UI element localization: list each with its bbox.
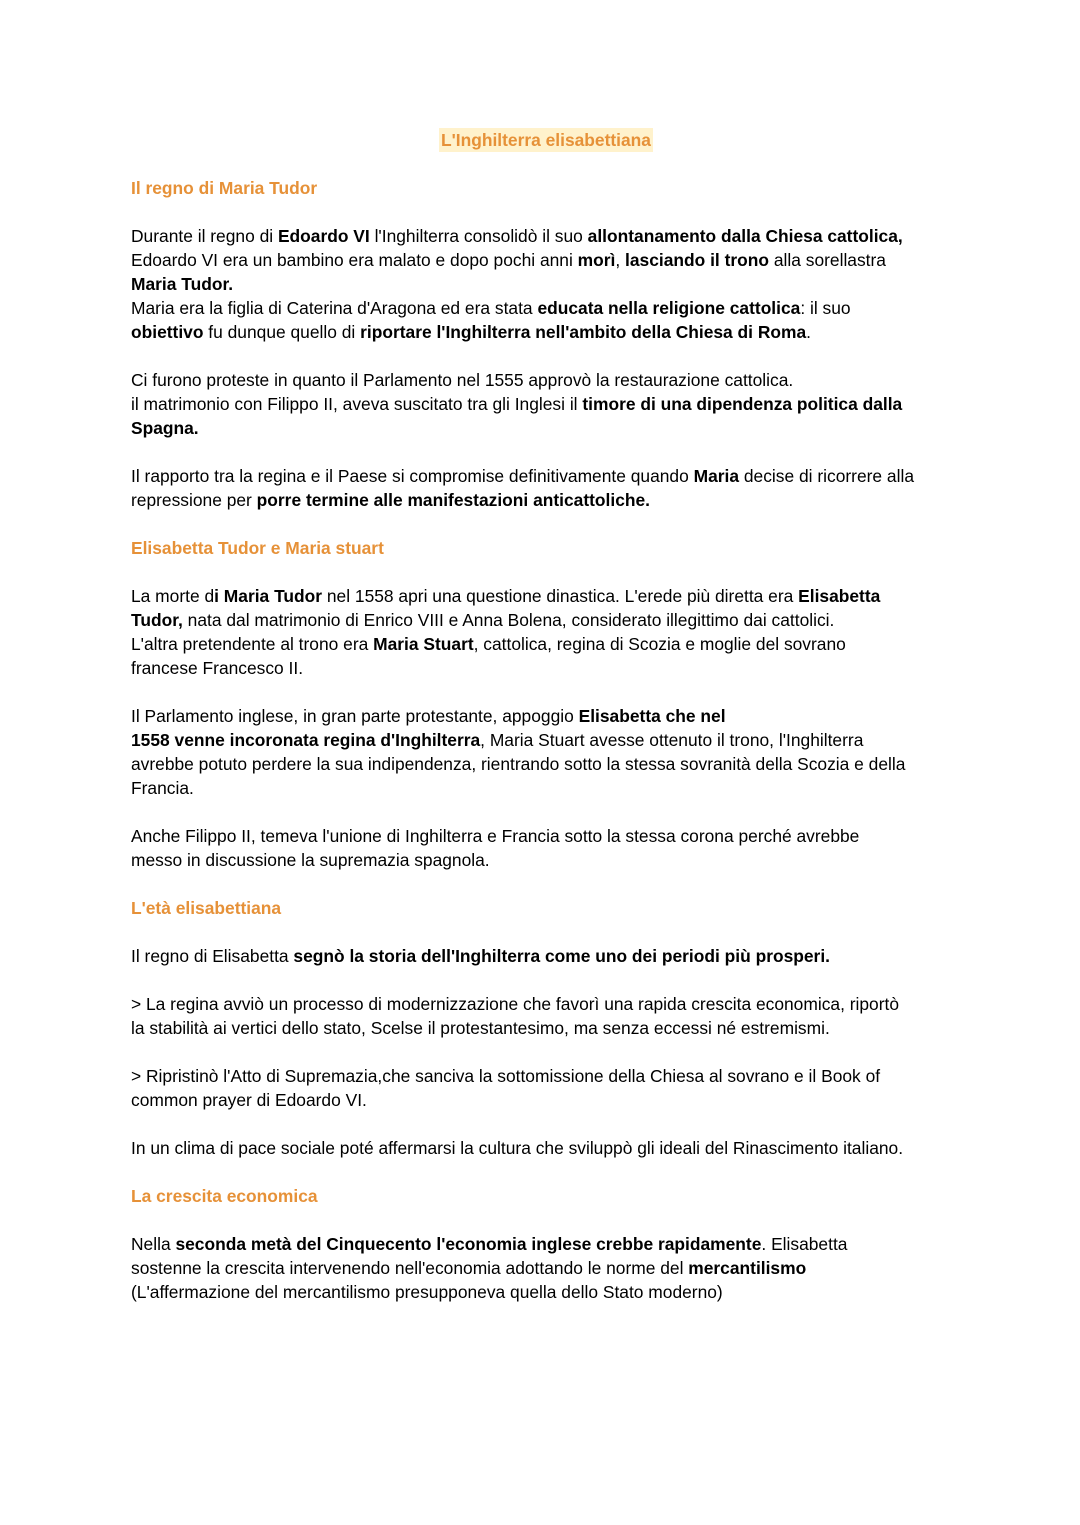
bold-text: Edoardo VI: [277, 226, 370, 246]
text-run: Edoardo VI era un bambino era malato e dopo pochi anni: [131, 250, 578, 270]
bold-text: Spagna.: [131, 418, 199, 438]
text-run: il matrimonio con Filippo II, aveva suscitato tra gli Inglesi il: [131, 394, 583, 414]
paragraph: [131, 704, 961, 800]
text-run: Il Parlamento inglese, in gran parte protestante, appoggio: [131, 706, 579, 726]
bold-text: porre termine alle manifestazioni anticattoliche.: [256, 490, 650, 510]
text-run: Durante il regno di: [131, 226, 278, 246]
text-run: fu dunque quello di: [203, 322, 361, 342]
paragraph: [131, 944, 961, 968]
paragraph: [131, 1136, 961, 1160]
text-run: , Maria Stuart avesse ottenuto il trono, l'Inghilterra: [480, 730, 864, 750]
bold-text: morì: [577, 250, 616, 270]
text-run: (L'affermazione del mercantilismo presupponeva quella dello Stato moderno): [131, 1282, 723, 1302]
sections-container: [131, 176, 961, 1304]
bold-text: riportare l'Inghilterra nell'ambito della Chiesa di Roma: [360, 322, 807, 342]
bold-text: Elisabetta: [798, 586, 881, 606]
text-run: francese Francesco II.: [131, 658, 304, 678]
text-run: nel 1558 apri una questione dinastica. L'erede più diretta era: [322, 586, 799, 606]
text-run: In un clima di pace sociale poté affermarsi la cultura che sviluppò gli ideali del Rinascimento italiano.: [131, 1138, 904, 1158]
bold-text: Maria: [693, 466, 740, 486]
section-heading: La crescita economica: [131, 1186, 318, 1206]
bold-text: lasciando il trono: [625, 250, 770, 270]
bold-text: Maria Stuart: [373, 634, 474, 654]
text-run: Maria era la figlia di Caterina d'Aragona ed era stata: [131, 298, 538, 318]
bold-text: Maria Tudor.: [131, 274, 234, 294]
paragraph: [131, 1232, 961, 1304]
text-run: avrebbe potuto perdere la sua indipendenza, rientrando sotto la stessa sovranità della Scozia e della: [131, 754, 906, 774]
title-wrapper: [131, 128, 961, 152]
document-page: [131, 128, 961, 1328]
text-run: ,: [615, 250, 626, 270]
paragraph: [131, 464, 961, 512]
bold-text: segnò la storia dell'Inghilterra come uno dei periodi più prosperi.: [293, 946, 830, 966]
text-run: Anche Filippo II, temeva l'unione di Inghilterra e Francia sotto la stessa corona perché avrebbe: [131, 826, 860, 846]
paragraph: [131, 224, 961, 344]
bold-text: 1558 venne incoronata regina d'Inghilterra: [131, 730, 481, 750]
bold-text: allontanamento dalla Chiesa cattolica,: [587, 226, 903, 246]
bold-text: educata nella religione cattolica: [537, 298, 801, 318]
bold-text: Tudor,: [131, 610, 183, 630]
text-run: Francia.: [131, 778, 194, 798]
text-run: l'Inghilterra consolidò il suo: [369, 226, 588, 246]
paragraph: [131, 1064, 961, 1112]
text-run: nata dal matrimonio di Enrico VIII e Anna Bolena, considerato illegittimo dai cattolici.: [182, 610, 835, 630]
text-run: decise di ricorrere alla: [739, 466, 914, 486]
text-run: Ci furono proteste in quanto il Parlamento nel 1555 approvò la restaurazione cattolica.: [131, 370, 794, 390]
text-run: Il rapporto tra la regina e il Paese si compromise definitivamente quando: [131, 466, 694, 486]
bold-text: Elisabetta che nel: [578, 706, 726, 726]
bold-text: obiettivo: [131, 322, 204, 342]
text-run: repressione per: [131, 490, 257, 510]
section-heading: Il regno di Maria Tudor: [131, 178, 318, 198]
text-run: > Ripristinò l'Atto di Supremazia,che sanciva la sottomissione della Chiesa al sovrano e il Book of: [131, 1066, 881, 1086]
text-run: La morte d: [131, 586, 215, 606]
text-run: : il suo: [800, 298, 851, 318]
bold-text: mercantilismo: [688, 1258, 807, 1278]
bold-text: i Maria Tudor: [214, 586, 323, 606]
bold-text: timore di una dipendenza politica dalla: [582, 394, 903, 414]
section-heading: Elisabetta Tudor e Maria stuart: [131, 538, 384, 558]
text-run: . Elisabetta: [761, 1234, 848, 1254]
text-run: , cattolica, regina di Scozia e moglie del sovrano: [473, 634, 846, 654]
section-heading: L'età elisabettiana: [131, 898, 282, 918]
text-run: > La regina avviò un processo di modernizzazione che favorì una rapida crescita economica, riportò: [131, 994, 900, 1014]
text-run: Il regno di Elisabetta: [131, 946, 294, 966]
paragraph: [131, 992, 961, 1040]
bold-text: seconda metà del Cinquecento l'economia inglese crebbe rapidamente: [175, 1234, 762, 1254]
text-run: common prayer di Edoardo VI.: [131, 1090, 367, 1110]
text-run: la stabilità ai vertici dello stato, Scelse il protestantesimo, ma senza eccessi né estremismi.: [131, 1018, 830, 1038]
text-run: messo in discussione la supremazia spagnola.: [131, 850, 490, 870]
paragraph: [131, 824, 961, 872]
text-run: sostenne la crescita intervenendo nell'economia adottando le norme del: [131, 1258, 689, 1278]
paragraph: [131, 584, 961, 680]
text-run: .: [806, 322, 812, 342]
text-run: L'altra pretendente al trono era: [131, 634, 374, 654]
text-run: Nella: [131, 1234, 176, 1254]
paragraph: [131, 368, 961, 440]
text-run: alla sorellastra: [769, 250, 886, 270]
document-title: L'Inghilterra elisabettiana: [441, 130, 651, 150]
